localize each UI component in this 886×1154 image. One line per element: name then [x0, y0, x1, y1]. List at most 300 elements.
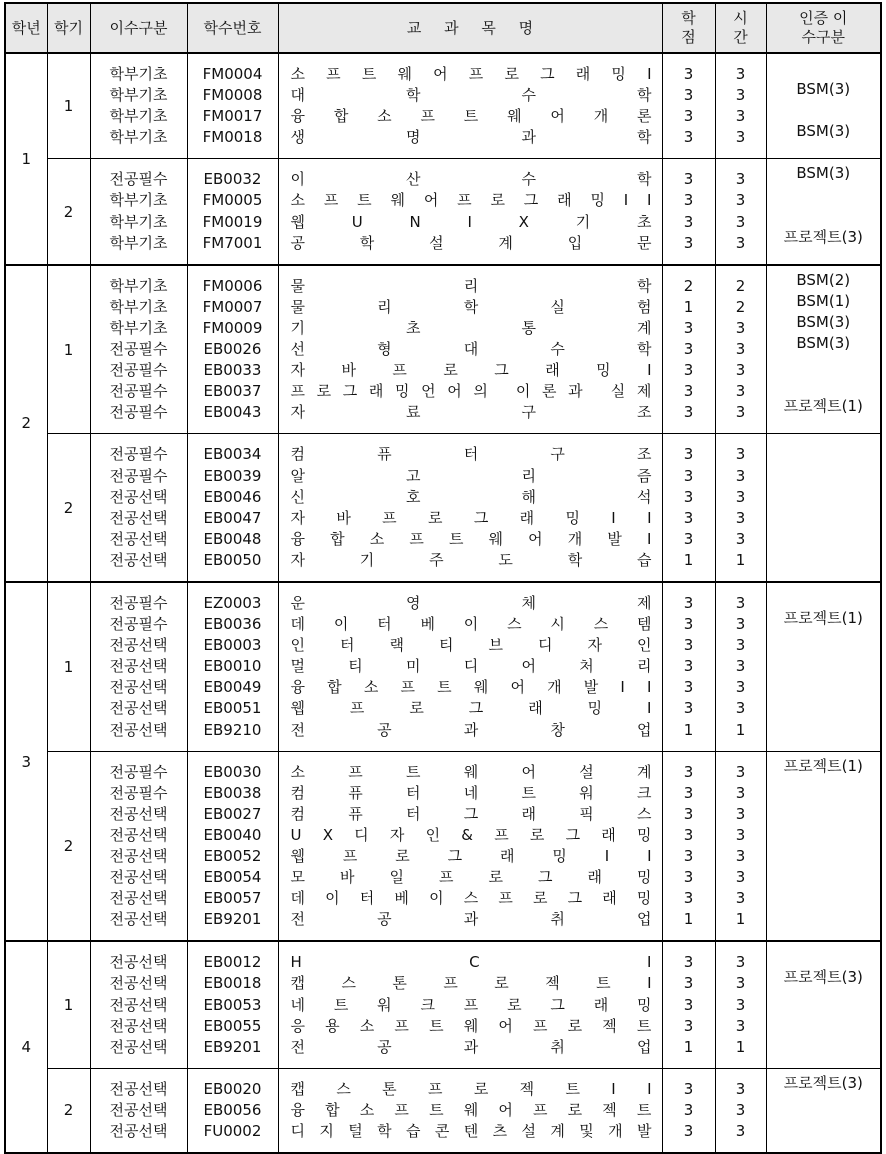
course-code: EB0012 — [203, 953, 262, 972]
credits-cell — [662, 751, 715, 941]
course-code: FM0009 — [202, 318, 263, 337]
course-credits: 3 — [683, 233, 694, 252]
course-hours: 3 — [735, 529, 746, 548]
course-title: 융 합 소 프 트 웨 어 개 론 — [290, 107, 652, 126]
course-category: 학부기초 — [109, 212, 168, 231]
credits-cell — [662, 53, 715, 159]
course-code: EB0043 — [203, 403, 262, 422]
course-title: 컴 퓨 터 네 트 워 크 — [290, 783, 652, 802]
course-hours: 3 — [735, 1122, 746, 1141]
course-category: 전공선택 — [109, 550, 168, 569]
course-hours: 3 — [735, 1079, 746, 1098]
cert-label — [767, 58, 881, 79]
semester-cell: 2 — [47, 159, 90, 265]
category-cell — [90, 265, 187, 434]
course-hours: 1 — [735, 910, 746, 929]
header-category: 이수구분 — [90, 3, 187, 53]
course-code: EB9210 — [203, 720, 262, 739]
year-cell: 4 — [5, 941, 47, 1153]
course-code-cell — [187, 1068, 278, 1153]
semester-row — [5, 1068, 881, 1153]
course-credits: 3 — [683, 974, 694, 993]
category-cell — [90, 582, 187, 751]
course-hours: 3 — [735, 593, 746, 612]
course-code: FM0008 — [202, 86, 263, 105]
course-title: 이 산 수 학 — [290, 170, 652, 189]
cert-cell — [766, 751, 881, 941]
course-hours: 3 — [735, 699, 746, 718]
course-category: 전공선택 — [109, 508, 168, 527]
course-credits: 3 — [683, 657, 694, 676]
course-hours: 3 — [735, 403, 746, 422]
course-title: 자 바 프 로 그 래 밍 I — [290, 361, 652, 380]
course-hours: 3 — [735, 783, 746, 802]
cert-label: 프로젝트(1) — [783, 756, 863, 775]
course-code: FM0018 — [202, 128, 263, 147]
course-credits: 3 — [683, 86, 694, 105]
course-category: 학부기초 — [109, 233, 168, 252]
course-title: 데 이 터 베 이 스 시 스 템 — [290, 615, 652, 634]
course-hours: 3 — [735, 1016, 746, 1035]
course-title: 운 영 체 제 — [290, 593, 652, 612]
course-hours: 3 — [735, 804, 746, 823]
cert-label: 프로젝트(3) — [783, 227, 863, 246]
course-category: 전공필수 — [109, 361, 168, 380]
course-title: 웹 프 로 그 래 밍 I I — [290, 847, 652, 865]
course-code: FM0007 — [202, 297, 263, 316]
course-code: EB0020 — [203, 1079, 262, 1098]
course-category: 전공선택 — [109, 889, 168, 908]
course-category: 학부기초 — [109, 276, 168, 295]
header-hours: 시간 — [715, 3, 766, 53]
course-title: 컴 퓨 터 구 조 — [290, 445, 652, 464]
course-code: FM0019 — [202, 212, 263, 231]
cert-label: BSM(3) — [796, 122, 851, 141]
hours-cell — [715, 751, 766, 941]
course-title: 디 지 털 학 습 콘 텐 츠 설 계 및 개 발 — [290, 1122, 652, 1141]
course-credits: 3 — [683, 107, 694, 126]
course-code: EB0039 — [203, 466, 262, 485]
course-code: EB0057 — [203, 889, 262, 908]
table-header — [5, 3, 881, 53]
course-code: FM7001 — [202, 233, 263, 252]
course-code: EB0048 — [203, 529, 262, 548]
course-category: 전공선택 — [109, 1037, 168, 1056]
category-cell — [90, 751, 187, 941]
course-title: 자 료 구 조 — [290, 403, 652, 422]
cert-label — [767, 184, 881, 205]
cert-cell — [766, 434, 881, 582]
semester-cell: 1 — [47, 53, 90, 159]
course-title: 기 초 통 계 — [290, 318, 652, 337]
course-hours: 3 — [735, 847, 746, 865]
course-title: 웹 U N I X 기 초 — [290, 212, 652, 231]
year-block — [5, 582, 881, 941]
category-cell — [90, 941, 187, 1068]
course-credits: 3 — [683, 191, 694, 210]
cert-cell — [766, 53, 881, 159]
course-code: EB0049 — [203, 678, 262, 697]
category-cell — [90, 1068, 187, 1153]
course-title: 물 리 학 — [290, 276, 652, 295]
cert-label: BSM(3) — [796, 80, 851, 99]
course-title: 공 학 설 계 입 문 — [290, 233, 652, 252]
course-hours: 3 — [735, 825, 746, 844]
course-code: EB0032 — [203, 170, 262, 189]
header-semester: 학기 — [47, 3, 90, 53]
cert-label: BSM(1) — [796, 291, 851, 310]
cert-label: BSM(3) — [796, 334, 851, 353]
course-credits: 3 — [683, 804, 694, 823]
credits-cell — [662, 582, 715, 751]
semester-row — [5, 582, 881, 751]
semester-cell: 2 — [47, 434, 90, 582]
course-category: 전공선택 — [109, 1122, 168, 1141]
course-credits: 3 — [683, 825, 694, 844]
course-credits: 3 — [683, 889, 694, 908]
cert-label — [767, 946, 881, 967]
course-credits: 3 — [683, 1016, 694, 1035]
course-credits: 3 — [683, 65, 694, 83]
course-category: 학부기초 — [109, 107, 168, 126]
curriculum-table — [4, 2, 882, 1154]
course-category: 전공선택 — [109, 678, 168, 697]
course-credits: 3 — [683, 466, 694, 485]
course-title-cell — [278, 1068, 662, 1153]
course-credits: 3 — [683, 529, 694, 548]
cert-label — [767, 100, 881, 121]
course-category: 학부기초 — [109, 318, 168, 337]
course-title: 데 이 터 베 이 스 프 로 그 래 밍 — [290, 889, 652, 908]
course-credits: 3 — [683, 445, 694, 464]
course-code-cell — [187, 941, 278, 1068]
course-title: 물 리 학 실 험 — [290, 297, 652, 316]
course-category: 학부기초 — [109, 86, 168, 105]
course-credits: 3 — [683, 593, 694, 612]
semester-row — [5, 53, 881, 159]
cert-cell — [766, 159, 881, 265]
course-title: 캡 스 톤 프 로 젝 트 I — [290, 974, 652, 993]
credits-cell — [662, 941, 715, 1068]
course-title: 융 합 소 프 트 웨 어 개 발 I — [290, 529, 652, 548]
hours-cell — [715, 941, 766, 1068]
course-hours: 3 — [735, 889, 746, 908]
hours-cell — [715, 265, 766, 434]
course-code: EB0050 — [203, 550, 262, 569]
course-category: 전공선택 — [109, 487, 168, 506]
course-title: 응 용 소 프 트 웨 어 프 로 젝 트 — [290, 1016, 652, 1035]
course-title: 선 형 대 수 학 — [290, 340, 652, 359]
cert-label: BSM(3) — [796, 312, 851, 331]
course-category: 학부기초 — [109, 128, 168, 147]
course-category: 전공필수 — [109, 466, 168, 485]
course-credits: 3 — [683, 615, 694, 634]
course-title-cell — [278, 434, 662, 582]
course-hours: 3 — [735, 762, 746, 781]
semester-cell: 1 — [47, 582, 90, 751]
course-code: EB9201 — [203, 910, 262, 929]
course-title: 캡 스 톤 프 로 젝 트 I I — [290, 1079, 652, 1098]
header-course-title: 교 과 목 명 — [278, 3, 662, 53]
course-category: 전공선택 — [109, 1100, 168, 1119]
course-credits: 1 — [683, 720, 694, 739]
course-title: 웹 프 로 그 래 밍 I — [290, 699, 652, 718]
course-category: 학부기초 — [109, 297, 168, 316]
course-credits: 1 — [683, 550, 694, 569]
credits-cell — [662, 434, 715, 582]
course-category: 전공선택 — [109, 804, 168, 823]
course-code: EB0018 — [203, 974, 262, 993]
course-category: 전공선택 — [109, 847, 168, 865]
course-title: 알 고 리 즘 — [290, 466, 652, 485]
cert-label: BSM(3) — [796, 164, 851, 183]
course-title: 전 공 과 취 업 — [290, 910, 652, 929]
course-category: 전공선택 — [109, 1079, 168, 1098]
course-code-cell — [187, 53, 278, 159]
cert-label: BSM(2) — [796, 270, 851, 289]
course-title: 소 프 트 웨 어 프 로 그 래 밍 I I — [290, 191, 652, 210]
cert-cell — [766, 1068, 881, 1153]
course-credits: 1 — [683, 910, 694, 929]
course-credits: 3 — [683, 847, 694, 865]
course-credits: 3 — [683, 487, 694, 506]
course-code: FM0006 — [202, 276, 263, 295]
cert-label: 프로젝트(3) — [783, 968, 863, 987]
year-cell: 1 — [5, 53, 47, 265]
course-title: 소 프 트 웨 어 설 계 — [290, 762, 652, 781]
course-code-cell — [187, 434, 278, 582]
course-hours: 3 — [735, 65, 746, 83]
course-category: 전공선택 — [109, 825, 168, 844]
course-hours: 3 — [735, 86, 746, 105]
course-category: 전공필수 — [109, 593, 168, 612]
course-credits: 2 — [683, 276, 694, 295]
course-title: 소 프 트 웨 어 프 로 그 래 밍 I — [290, 65, 652, 83]
header-course-code: 학수번호 — [187, 3, 278, 53]
course-category: 전공선택 — [109, 529, 168, 548]
year-cell: 3 — [5, 582, 47, 941]
hours-cell — [715, 582, 766, 751]
course-credits: 3 — [683, 508, 694, 527]
course-hours: 3 — [735, 191, 746, 210]
course-title-cell — [278, 941, 662, 1068]
course-title-cell — [278, 265, 662, 434]
cert-label — [767, 354, 881, 375]
category-cell — [90, 159, 187, 265]
course-code: EB0027 — [203, 804, 262, 823]
course-title-cell — [278, 751, 662, 941]
course-credits: 3 — [683, 868, 694, 887]
course-title: 자 기 주 도 학 습 — [290, 550, 652, 569]
cert-label — [767, 206, 881, 227]
course-code: EB0056 — [203, 1100, 262, 1119]
course-category: 전공필수 — [109, 445, 168, 464]
course-title: 네 트 워 크 프 로 그 래 밍 — [290, 995, 652, 1014]
course-category: 전공선택 — [109, 657, 168, 676]
course-hours: 3 — [735, 657, 746, 676]
course-category: 전공선택 — [109, 995, 168, 1014]
course-category: 전공필수 — [109, 762, 168, 781]
course-hours: 1 — [735, 1037, 746, 1056]
hours-cell — [715, 53, 766, 159]
course-code: EB0036 — [203, 615, 262, 634]
course-hours: 3 — [735, 487, 746, 506]
credits-cell — [662, 1068, 715, 1153]
course-category: 전공필수 — [109, 615, 168, 634]
course-title: 전 공 과 취 업 — [290, 1037, 652, 1056]
course-title: 컴 퓨 터 그 래 픽 스 — [290, 804, 652, 823]
course-credits: 3 — [683, 678, 694, 697]
course-hours: 3 — [735, 466, 746, 485]
course-category: 전공선택 — [109, 868, 168, 887]
course-category: 전공선택 — [109, 974, 168, 993]
course-code-cell — [187, 582, 278, 751]
course-code: EB0040 — [203, 825, 262, 844]
hours-cell — [715, 1068, 766, 1153]
course-code: EB0003 — [203, 636, 262, 655]
course-title: 대 학 수 학 — [290, 86, 652, 105]
course-code-cell — [187, 265, 278, 434]
course-code: EB0054 — [203, 868, 262, 887]
course-title: U X 디 자 인 & 프 로 그 래 밍 — [290, 825, 652, 844]
year-block — [5, 53, 881, 265]
cert-cell — [766, 941, 881, 1068]
course-category: 학부기초 — [109, 191, 168, 210]
course-hours: 3 — [735, 636, 746, 655]
semester-cell: 1 — [47, 941, 90, 1068]
course-hours: 1 — [735, 720, 746, 739]
course-credits: 3 — [683, 128, 694, 147]
course-code: EB0046 — [203, 487, 262, 506]
course-hours: 3 — [735, 107, 746, 126]
course-title-cell — [278, 582, 662, 751]
course-code: EB9201 — [203, 1037, 262, 1056]
course-code: EB0055 — [203, 1016, 262, 1035]
course-hours: 2 — [735, 276, 746, 295]
course-hours: 3 — [735, 678, 746, 697]
course-hours: 3 — [735, 974, 746, 993]
header-credits: 학점 — [662, 3, 715, 53]
course-hours: 3 — [735, 233, 746, 252]
course-code: FU0002 — [203, 1122, 262, 1141]
credits-cell — [662, 159, 715, 265]
course-code: EB0033 — [203, 361, 262, 380]
cert-label — [767, 587, 881, 608]
course-credits: 3 — [683, 1122, 694, 1141]
cert-label: 프로젝트(1) — [783, 397, 863, 416]
course-category: 전공선택 — [109, 699, 168, 718]
cert-label: 프로젝트(1) — [783, 609, 863, 628]
hours-cell — [715, 159, 766, 265]
course-title: 인 터 랙 티 브 디 자 인 — [290, 636, 652, 655]
semester-row — [5, 265, 881, 434]
cert-cell — [766, 582, 881, 751]
course-title-cell — [278, 53, 662, 159]
course-code: FM0017 — [202, 107, 263, 126]
course-hours: 3 — [735, 995, 746, 1014]
course-hours: 3 — [735, 382, 746, 401]
cert-label: 프로젝트(3) — [783, 1073, 863, 1092]
course-credits: 3 — [683, 318, 694, 337]
course-credits: 1 — [683, 297, 694, 316]
course-credits: 3 — [683, 1100, 694, 1119]
course-credits: 3 — [683, 953, 694, 972]
header-cert-category: 인증 이수구분 — [766, 3, 881, 53]
course-credits: 1 — [683, 1037, 694, 1056]
course-credits: 3 — [683, 783, 694, 802]
course-code: EB0034 — [203, 445, 262, 464]
course-category: 전공필수 — [109, 382, 168, 401]
course-credits: 3 — [683, 361, 694, 380]
semester-row — [5, 751, 881, 941]
course-code-cell — [187, 751, 278, 941]
course-category: 전공선택 — [109, 953, 168, 972]
course-hours: 2 — [735, 297, 746, 316]
course-credits: 3 — [683, 636, 694, 655]
course-hours: 3 — [735, 361, 746, 380]
course-title: 전 공 과 창 업 — [290, 720, 652, 739]
semester-cell: 2 — [47, 751, 90, 941]
course-title: 융 합 소 프 트 웨 어 프 로 젝 트 — [290, 1100, 652, 1119]
year-cell: 2 — [5, 265, 47, 582]
course-hours: 3 — [735, 170, 746, 189]
course-hours: 3 — [735, 1100, 746, 1119]
course-category: 전공선택 — [109, 910, 168, 929]
hours-cell — [715, 434, 766, 582]
cert-label — [767, 375, 881, 396]
course-title: 신 호 해 석 — [290, 487, 652, 506]
course-credits: 3 — [683, 382, 694, 401]
course-code: EB0026 — [203, 340, 262, 359]
course-title: 생 명 과 학 — [290, 128, 652, 147]
course-credits: 3 — [683, 340, 694, 359]
course-hours: 3 — [735, 445, 746, 464]
course-credits: 3 — [683, 170, 694, 189]
course-hours: 3 — [735, 128, 746, 147]
course-title-cell — [278, 159, 662, 265]
semester-row — [5, 941, 881, 1068]
course-title: 멀 티 미 디 어 처 리 — [290, 657, 652, 676]
course-category: 학부기초 — [109, 65, 168, 83]
course-title: 자 바 프 로 그 래 밍 I I — [290, 508, 652, 527]
course-credits: 3 — [683, 1079, 694, 1098]
course-code: EB0038 — [203, 783, 262, 802]
course-category: 전공필수 — [109, 783, 168, 802]
year-block — [5, 941, 881, 1153]
course-category: 전공선택 — [109, 1016, 168, 1035]
course-credits: 3 — [683, 762, 694, 781]
credits-cell — [662, 265, 715, 434]
course-code: EB0051 — [203, 699, 262, 718]
course-code: EB0010 — [203, 657, 262, 676]
course-title: 모 바 일 프 로 그 래 밍 — [290, 868, 652, 887]
course-code: EZ0003 — [203, 593, 262, 612]
course-hours: 3 — [735, 868, 746, 887]
course-category: 전공선택 — [109, 720, 168, 739]
course-category: 전공선택 — [109, 636, 168, 655]
course-title: 프 로 그 래 밍 언 어 의 이 론 과 실 제 — [290, 382, 652, 401]
course-category: 전공필수 — [109, 170, 168, 189]
course-code: FM0005 — [202, 191, 263, 210]
course-hours: 3 — [735, 615, 746, 634]
course-category: 전공필수 — [109, 403, 168, 422]
course-credits: 3 — [683, 995, 694, 1014]
semester-cell: 2 — [47, 1068, 90, 1153]
category-cell — [90, 53, 187, 159]
course-credits: 3 — [683, 699, 694, 718]
year-block — [5, 265, 881, 582]
course-hours: 1 — [735, 550, 746, 569]
